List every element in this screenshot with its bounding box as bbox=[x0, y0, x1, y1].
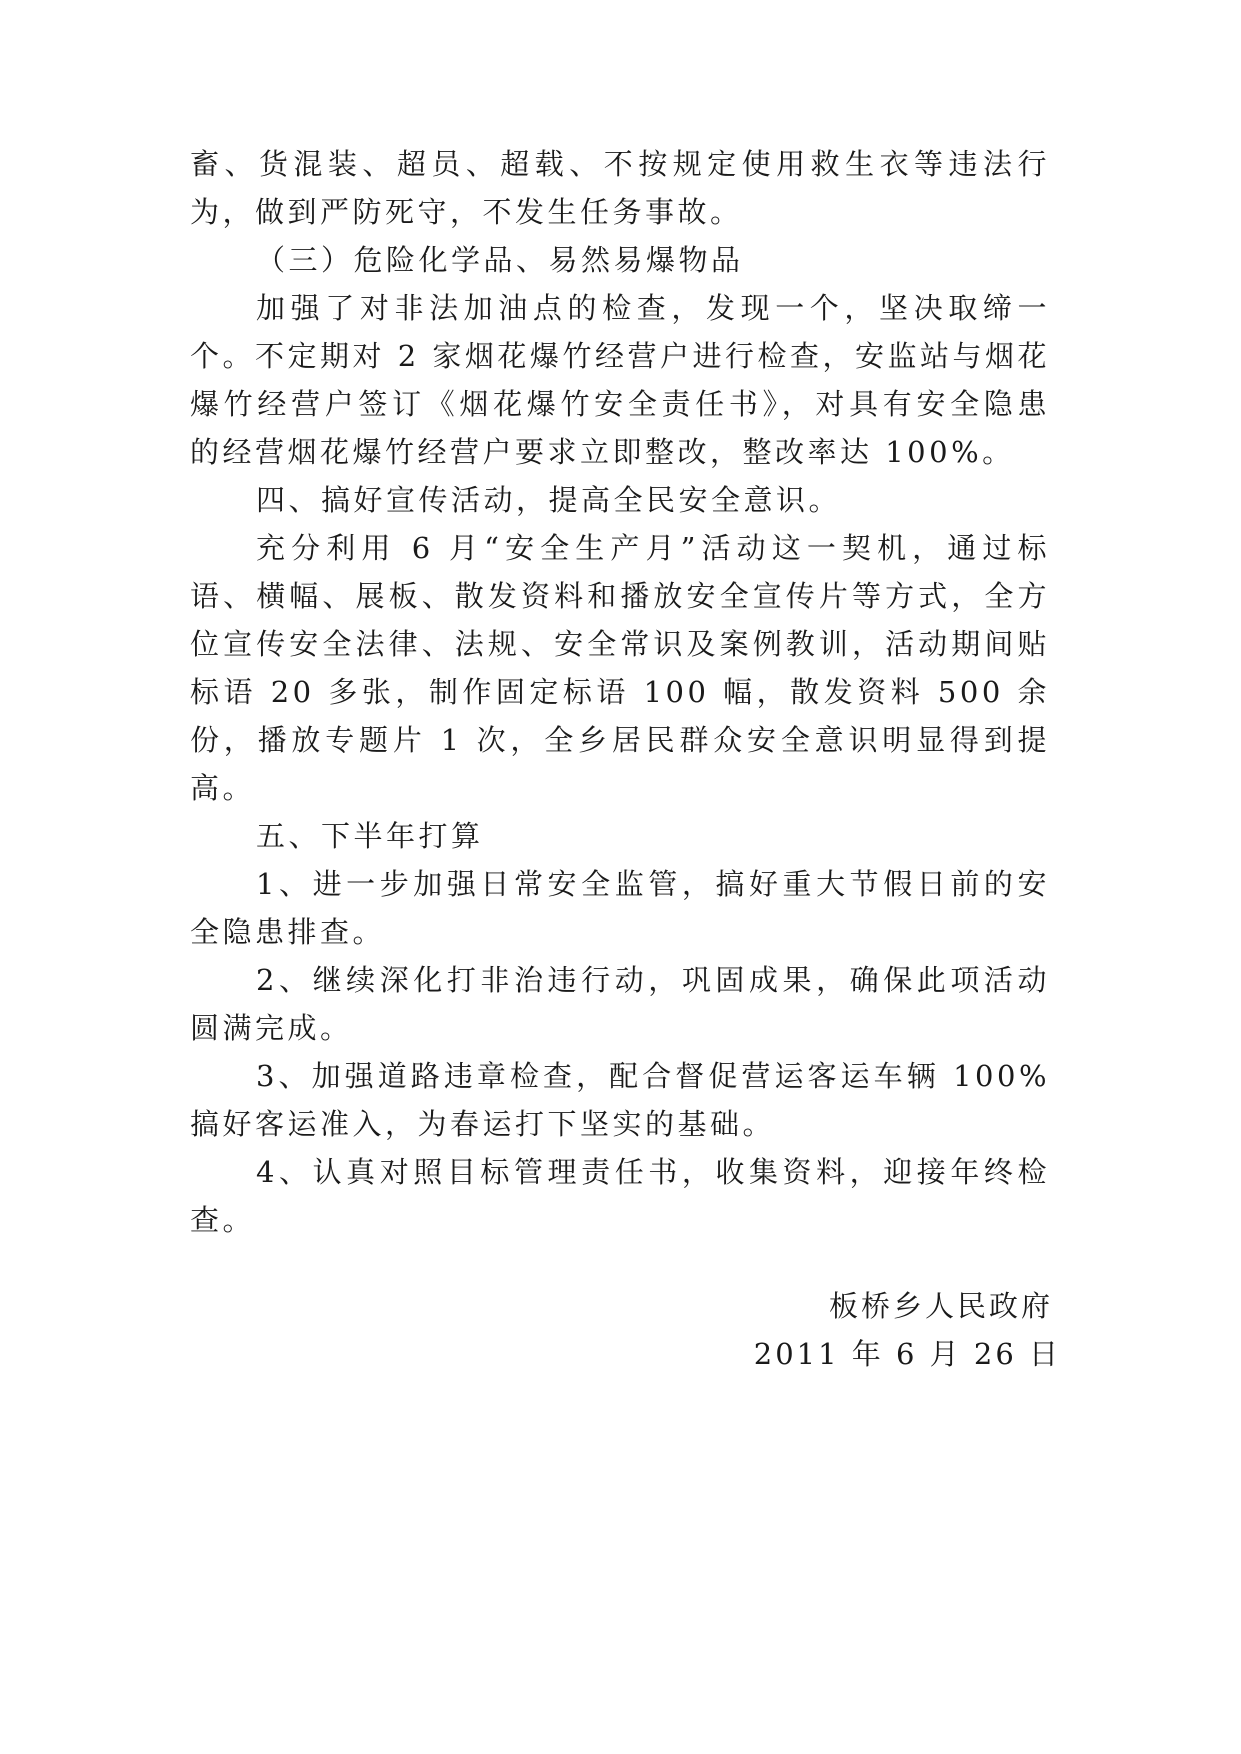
plan-item-2: 2、继续深化打非治违行动，巩固成果，确保此项活动圆满完成。 bbox=[190, 963, 1050, 1045]
section-heading-hazardous-chemicals: （三）危险化学品、易然易爆物品 bbox=[256, 243, 744, 277]
plan-item-3: 3、加强道路违章检查，配合督促营运客运车辆 100%搞好客运准入，为春运打下坚实的基础。 bbox=[190, 1059, 1050, 1141]
signature-block bbox=[754, 1282, 1061, 1378]
paragraph-safety-month: 充分利用 6 月“安全生产月”活动这一契机，通过标语、横幅、展板、散发资料和播放安全宣传片等方式，全方位宣传安全法律、法规、安全常识及案例教训，活动期间贴标语 20 多张，制作固定标语 100 幅，散发资料 500 余份，播放专题片 1 次，全乡居民群众安全意识明显得到提高。 bbox=[190, 531, 1050, 805]
plan-item-1: 1、进一步加强日常安全监管，搞好重大节假日前的安全隐患排查。 bbox=[190, 867, 1050, 949]
plan-item-4: 4、认真对照目标管理责任书，收集资料，迎接年终检查。 bbox=[190, 1155, 1050, 1237]
paragraph-continuation: 畜、货混装、超员、超载、不按规定使用救生衣等违法行为，做到严防死守，不发生任务事故。 bbox=[190, 147, 1050, 229]
section-heading-second-half-plan: 五、下半年打算 bbox=[256, 819, 484, 853]
section-heading-publicity: 四、搞好宣传活动，提高全民安全意识。 bbox=[256, 483, 842, 517]
document-body bbox=[190, 140, 1050, 1244]
signature-date: 2011 年 6 月 26 日 bbox=[753, 1337, 1061, 1371]
signature-organization: 板桥乡人民政府 bbox=[828, 1289, 1053, 1323]
paragraph-fuel-fireworks-inspection: 加强了对非法加油点的检查，发现一个，坚决取缔一个。不定期对 2 家烟花爆竹经营户进行检查，安监站与烟花爆竹经营户签订《烟花爆竹安全责任书》，对具有安全隐患的经营烟花爆竹经营户要求立即整改，整改率达 100%。 bbox=[190, 291, 1050, 469]
